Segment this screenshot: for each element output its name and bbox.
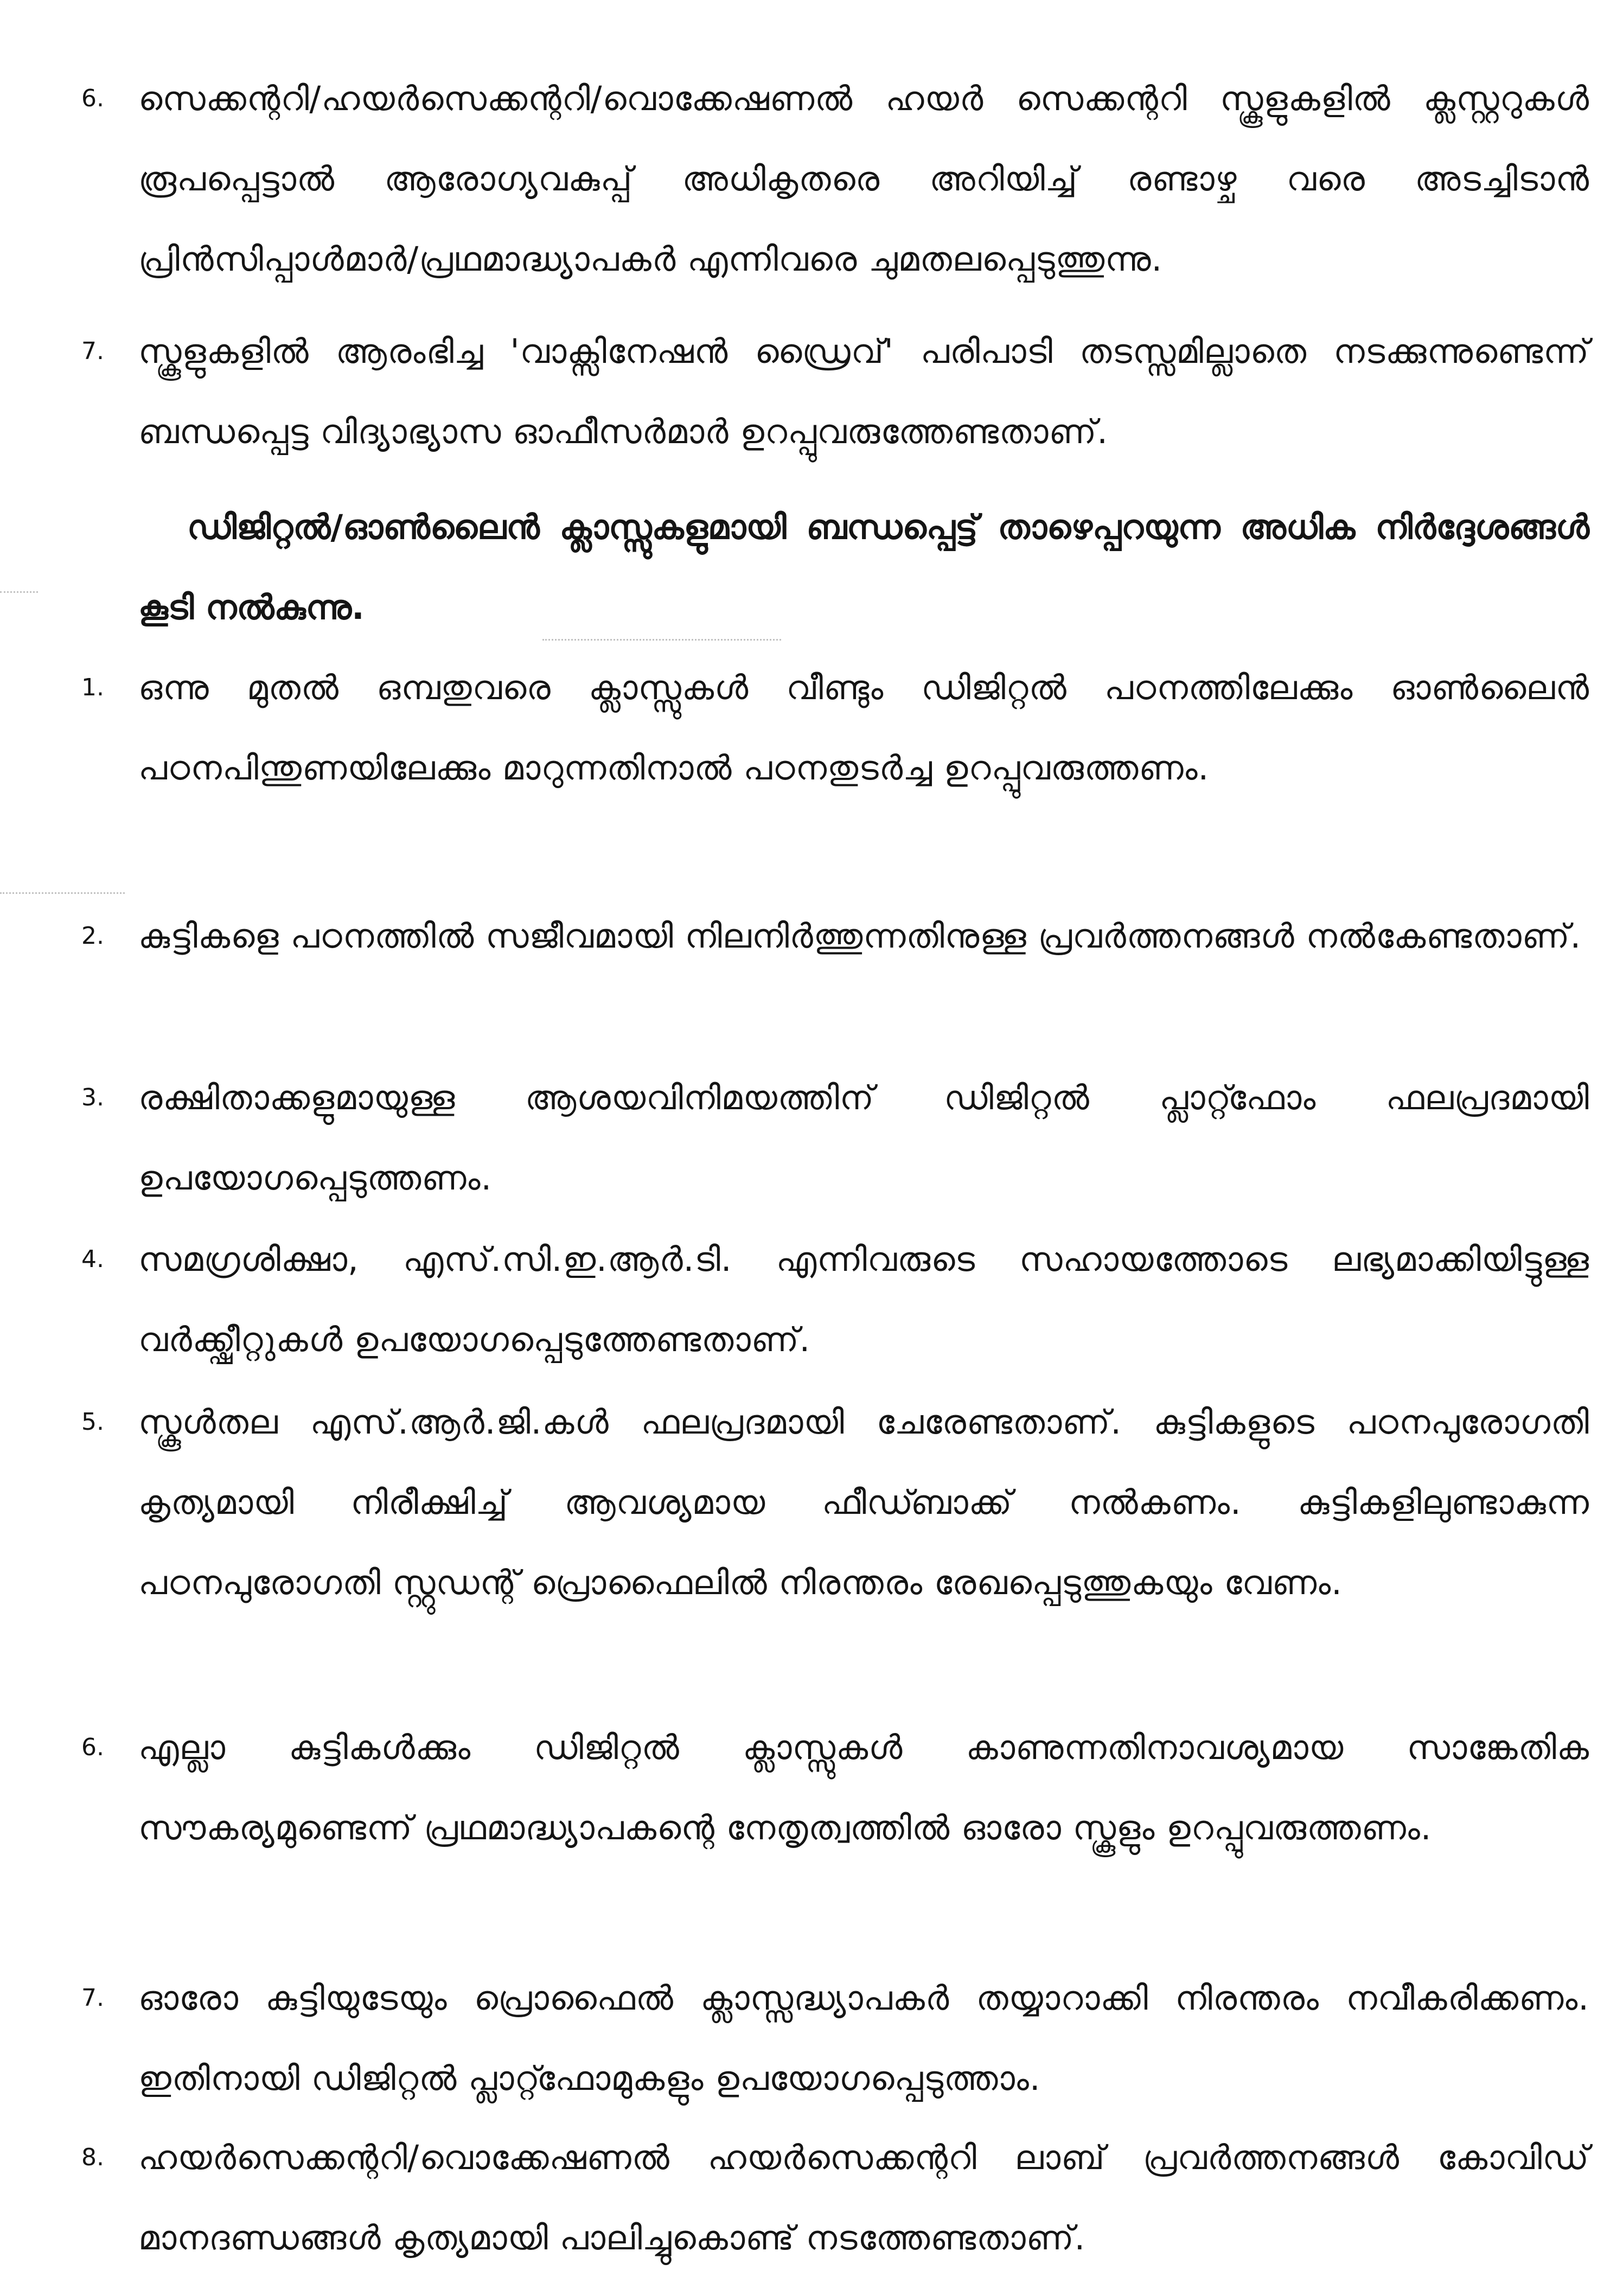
item-text: രക്ഷിതാക്കളുമായുള്ള ആശയവിനിമയത്തിന് ഡിജിറ്റൽ പ്ലാറ്റ്ഫോം ഫലപ്രദമായി ഉപയോഗപ്പെടുത്തണം. bbox=[138, 1078, 1589, 1198]
item-number: 1. bbox=[81, 674, 104, 701]
item-number: 6. bbox=[81, 1734, 104, 1761]
list-item bbox=[81, 1958, 1589, 2119]
item-number: 4. bbox=[81, 1245, 104, 1273]
item-text: ഹയർസെക്കന്ററി/വൊക്കേഷണൽ ഹയർസെക്കന്ററി ലാബ് പ്രവർത്തനങ്ങൾ കോവിഡ് മാനദണ്ഡങ്ങൾ കൃത്യമായി പാലിച്ചുകൊണ്ട് നടത്തേണ്ടതാണ്. bbox=[138, 2138, 1589, 2257]
list-item bbox=[81, 896, 1589, 976]
intro-paragraph: ഡിജിറ്റൽ/ഓൺലൈൻ ക്ലാസ്സുകളുമായി ബന്ധപ്പെട്ട് താഴെപ്പറയുന്ന അധിക നിർദ്ദേശങ്ങൾ കൂടി നൽകുന്നു. bbox=[138, 507, 1589, 627]
item-text: എല്ലാ കുട്ടികൾക്കും ഡിജിറ്റൽ ക്ലാസ്സുകൾ കാണുന്നതിനാവശ്യമായ സാങ്കേതിക സൗകര്യമുണ്ടെന്ന് പ്രഥമാദ്ധ്യാപകന്റെ നേതൃത്വത്തിൽ ഓരോ സ്കൂളും ഉറപ്പുവരുത്തണം. bbox=[138, 1728, 1589, 1847]
list-item bbox=[81, 59, 1589, 299]
item-number: 3. bbox=[81, 1084, 104, 1111]
scan-smudge bbox=[0, 892, 125, 894]
item-number: 6. bbox=[81, 85, 104, 112]
list-item bbox=[81, 1219, 1589, 1380]
item-text: കുട്ടികളെ പഠനത്തിൽ സജീവമായി നിലനിർത്തുന്നതിനുള്ള പ്രവർത്തനങ്ങൾ നൽകേണ്ടതാണ്. bbox=[138, 916, 1582, 956]
list-item bbox=[81, 1707, 1589, 1868]
list-item bbox=[81, 311, 1589, 472]
item-text: സ്കൂളുകളിൽ ആരംഭിച്ച 'വാക്സിനേഷൻ ഡ്രൈവ്' പരിപാടി തടസ്സമില്ലാതെ നടക്കുന്നുണ്ടെന്ന് ബന്ധപ്പെട്ട വിദ്യാഭ്യാസ ഓഫീസർമാർ ഉറപ്പുവരുത്തേണ്ടതാണ്. bbox=[138, 331, 1589, 451]
list-item bbox=[81, 1058, 1589, 1218]
item-number: 7. bbox=[81, 337, 104, 365]
item-number: 5. bbox=[81, 1408, 104, 1436]
item-number: 7. bbox=[81, 1984, 104, 2012]
list-item bbox=[81, 1382, 1589, 1623]
item-text: ഓരോ കുട്ടിയുടേയും പ്രൊഫൈൽ ക്ലാസ്സദ്ധ്യാപകർ തയ്യാറാക്കി നിരന്തരം നവീകരിക്കണം. ഇതിനായി ഡിജിറ്റൽ പ്ലാറ്റ്ഫോമുകളും ഉപയോഗപ്പെടുത്താം. bbox=[138, 1978, 1589, 2098]
item-number: 2. bbox=[81, 922, 104, 950]
item-number: 8. bbox=[81, 2144, 104, 2171]
item-text: സമഗ്രശിക്ഷാ, എസ്.സി.ഇ.ആർ.ടി. എന്നിവരുടെ സഹായത്തോടെ ലഭ്യമാക്കിയിട്ടുള്ള വർക്ക്ഷീറ്റുകൾ ഉപയോഗപ്പെടുത്തേണ്ടതാണ്. bbox=[138, 1239, 1589, 1359]
item-text: സ്കൂൾതല എസ്.ആർ.ജി.കൾ ഫലപ്രദമായി ചേരേണ്ടതാണ്. കുട്ടികളുടെ പഠനപുരോഗതി കൃത്യമായി നിരീക്ഷിച്ച് ആവശ്യമായ ഫീഡ്ബാക്ക് നൽകണം. കുട്ടികളിലുണ്ടാകുന്ന പഠനപുരോഗതി സ്റ്റുഡന്റ് പ്രൊഫൈലിൽ നിരന്തരം രേഖപ്പെടുത്തുകയും വേണം. bbox=[138, 1402, 1589, 1602]
list-item bbox=[81, 2118, 1589, 2278]
item-text: ഒന്നു മുതൽ ഒമ്പതുവരെ ക്ലാസ്സുകൾ വീണ്ടും ഡിജിറ്റൽ പഠനത്തിലേക്കും ഓൺലൈൻ പഠനപിന്തുണയിലേക്കും മാറുന്നതിനാൽ പഠനതുടർച്ച ഉറപ്പുവരുത്തണം. bbox=[138, 668, 1589, 788]
list-item bbox=[81, 648, 1589, 808]
item-text: സെക്കന്ററി/ഹയർസെക്കന്ററി/വൊക്കേഷണൽ ഹയർ സെക്കന്ററി സ്കൂളുകളിൽ ക്ലസ്റ്ററുകൾ രൂപപ്പെട്ടാൽ ആരോഗ്യവകുപ്പ് അധികൃതരെ അറിയിച്ച് രണ്ടാഴ്ച വരെ അടച്ചിടാൻ പ്രിൻസിപ്പാൾമാർ/പ്രഥമാദ്ധ്യാപകർ എന്നിവരെ ചുമതലപ്പെടുത്തുന്നു. bbox=[138, 79, 1589, 279]
scan-smudge bbox=[0, 591, 38, 593]
